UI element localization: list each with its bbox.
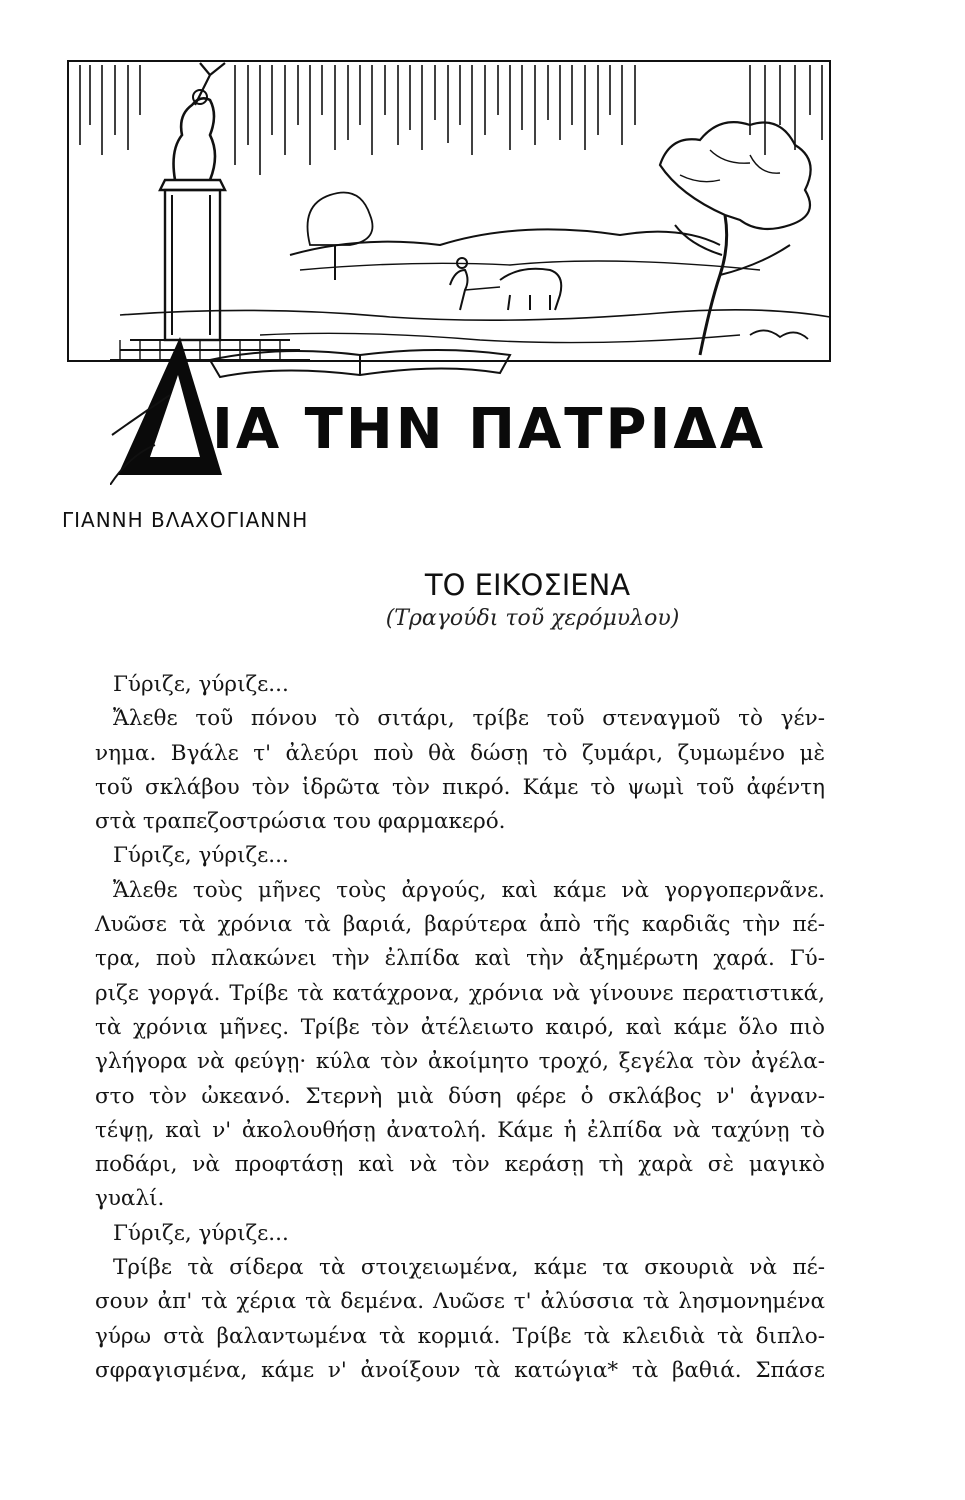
- text-line: γυαλί.: [95, 1186, 165, 1212]
- text-line: Ἄλεθε τοὺς μῆνες τοὺς ἀργούς, καὶ κάμε νὰ γοργοπερνᾶνε.: [113, 877, 825, 903]
- author-name: ΓΙΑΝΝΗ ΒΛΑΧΟΓΙΑΝΝΗ: [62, 508, 309, 532]
- text-line: σφραγισμένα, κάμε ν' ἀνοίξουν τὰ κατώγια* τὰ βαθιά. Σπάσε: [95, 1357, 825, 1383]
- text-line: σουν ἀπ' τὰ χέρια τὰ δεμένα. Λυῶσε τ' ἀλύσσια τὰ λησμονημένα: [95, 1289, 825, 1315]
- text-line: τὰ χρόνια μῆνες. Τρίβε τὸν ἀτέλειωτο καιρό, καὶ κάμε ὅλο πιὸ: [95, 1014, 825, 1040]
- text-line: ριζε γοργά. Τρίβε τὰ κατάχρονα, χρόνια νὰ γίνουνε περατιστικά,: [95, 980, 825, 1006]
- section-title: [100, 335, 860, 495]
- text-line: τρα, ποὺ πλακώνει τὴν ἐλπίδα καὶ τὴν ἀξημέρωτη χαρά. Γύ-: [95, 946, 825, 972]
- text-line: γλήγορα νὰ φεύγῃ· κύλα τὸν ἀκοίμητο τροχό, ξεγέλα τὸν ἀγέλα-: [95, 1049, 825, 1075]
- decorative-initial-delta: [110, 335, 225, 485]
- text-line: Ἄλεθε τοῦ πόνου τὸ σιτάρι, τρίβε τοῦ στεναγμοῦ τὸ γέν-: [113, 706, 825, 732]
- text-line: στὰ τραπεζοστρώσια του φαρμακερό.: [95, 809, 506, 835]
- text-line: στο τὸν ὠκεανό. Στερνὴ μιὰ δύση φέρε ὁ σκλάβος ν' ἀγναν-: [95, 1083, 825, 1109]
- work-title: ΤΟ ΕΙΚΟΣΙΕΝΑ: [424, 568, 631, 602]
- body-text: [95, 668, 825, 1388]
- text-line: ποδάρι, νὰ προφτάσῃ καὶ νὰ τὸν κεράσῃ τὴ χαρὰ σὲ μαγικὸ: [95, 1152, 825, 1178]
- text-line: γύρω στὰ βαλαντωμένα τὰ κορμιά. Τρίβε τὰ κλειδιὰ τὰ διπλο-: [95, 1323, 825, 1349]
- text-line: νημα. Βγάλε τ' ἀλεύρι ποὺ θὰ δώσῃ τὸ ζυμάρι, ζυμωμένο μὲ: [95, 740, 825, 766]
- text-line: τοῦ σκλάβου τὸν ἱδρῶτα τὸν πικρό. Κάμε τὸ ψωμὶ τοῦ ἀφέντη: [95, 774, 825, 800]
- text-line: Τρίβε τὰ σίδερα τὰ στοιχειωμένα, κάμε τα σκουριὰ νὰ πέ-: [113, 1255, 825, 1281]
- section-title-text: ΙΑ ΤΗΝ ΠΑΤΡΙΔΑ: [212, 397, 767, 462]
- text-line: τέψῃ, καὶ ν' ἀκολουθήσῃ ἀνατολή. Κάμε ἡ ἐλπίδα νὰ ταχύνῃ τὸ: [95, 1117, 825, 1143]
- text-line: Γύριζε, γύριζε...: [113, 843, 289, 869]
- text-line: Γύριζε, γύριζε...: [113, 1220, 289, 1246]
- text-line: Λυῶσε τὰ χρόνια τὰ βαριά, βαρύτερα ἀπὸ τῆς καρδιᾶς τὴν πέ-: [95, 912, 825, 938]
- work-subtitle: (Τραγούδι τοῦ χερόμυλου): [385, 606, 680, 631]
- text-line: Γύριζε, γύριζε...: [113, 672, 289, 697]
